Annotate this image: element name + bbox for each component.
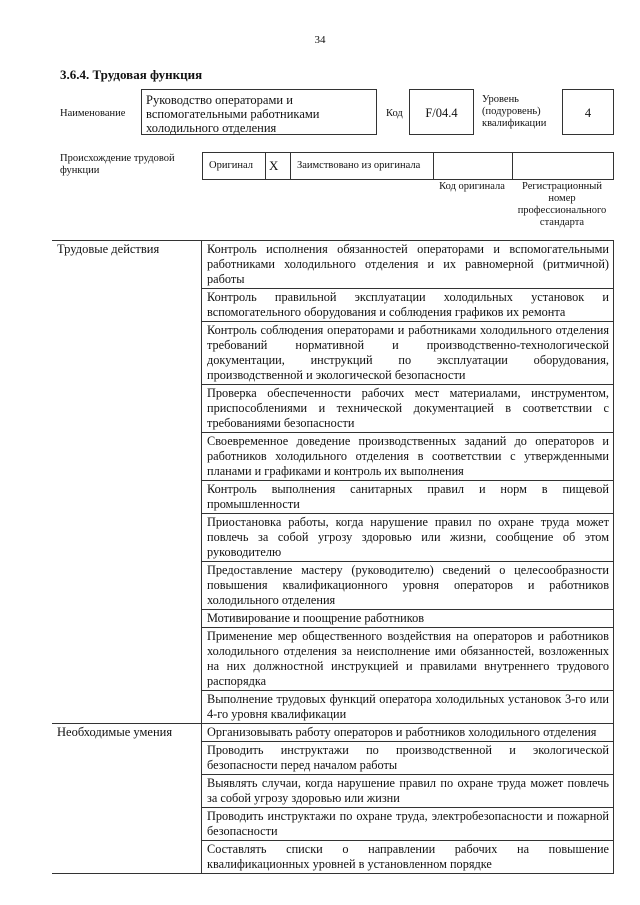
category-cell-empty (52, 775, 202, 808)
table-row (52, 385, 614, 433)
category-cell-empty (52, 289, 202, 322)
labor-action-item: Предоставление мастеру (руководителю) сведений о целесообразности повышения квалификационного уровня операторов и работников холодильного отделения (202, 562, 614, 610)
page-number: 34 (314, 34, 326, 46)
table-row (52, 841, 614, 874)
category-cell-empty (52, 514, 202, 562)
category-cell-empty (52, 841, 202, 874)
code-box (409, 89, 474, 135)
category-cell-empty (52, 742, 202, 775)
table-row (52, 562, 614, 610)
table-row (52, 481, 614, 514)
skill-item: Организовывать работу операторов и работников холодильного отделения (202, 724, 614, 742)
category-cell-empty (52, 610, 202, 628)
category-cell-empty (52, 808, 202, 841)
table-row (52, 433, 614, 481)
function-name: Руководство операторами и вспомогательными работниками холодильного отделения (146, 93, 320, 135)
table-row (52, 289, 614, 322)
level-box (562, 89, 614, 135)
original-mark: X (269, 158, 279, 173)
table-row (52, 241, 614, 289)
category-cell-empty (52, 481, 202, 514)
labor-action-item: Контроль соблюдения операторами и работниками холодильного отделения требований нормативной и производственно-технологической документации, инструкций по эксплуатации оборудования, производственной и экологической безопасности (202, 322, 614, 385)
table-row (52, 724, 614, 742)
skill-item: Проводить инструктажи по охране труда, электробезопасности и пожарной безопасности (202, 808, 614, 841)
table-row (52, 628, 614, 691)
labor-action-item: Своевременное доведение производственных заданий до операторов и работников холодильного отделения в соответствии с утвержденными планами и графиками и контроль их выполнения (202, 433, 614, 481)
table-row (52, 322, 614, 385)
labor-action-item: Контроль исполнения обязанностей операторами и вспомогательными работниками холодильного отделения и их равномерной (ритмичной) работы (202, 241, 614, 289)
skill-item: Выявлять случаи, когда нарушение правил по охране труда может повлечь за собой угрозу здоровью или жизни (202, 775, 614, 808)
code-label: Код (386, 108, 403, 119)
borrowed-label: Заимствовано из оригинала (297, 160, 421, 171)
origin-label: Происхождение трудовой функции (60, 153, 175, 176)
origin-box (202, 152, 614, 180)
code-original-caption: Код оригинала (439, 181, 505, 192)
category-cell-empty (52, 562, 202, 610)
skill-item: Проводить инструктажи по производственной и экологической безопасности перед началом работы (202, 742, 614, 775)
labor-action-item: Применение мер общественного воздействия на операторов и работников холодильного отделения за неисполнение ими обязанностей, возложенных на них должностной инструкцией и правилами внутреннего трудового распорядка (202, 628, 614, 691)
section-title: 3.6.4. Трудовая функция (60, 67, 203, 82)
category-cell-empty (52, 385, 202, 433)
level-label: Уровень (подуровень) квалификации (482, 94, 547, 129)
table-row (52, 514, 614, 562)
category-cell-empty (52, 322, 202, 385)
registration-number-caption: Регистрационный номер профессионального стандарта (517, 181, 607, 228)
labor-action-item: Мотивирование и поощрение работников (202, 610, 614, 628)
table-row (52, 691, 614, 724)
table-row (52, 775, 614, 808)
function-name-box (141, 89, 377, 135)
category-cell-empty (52, 628, 202, 691)
category-cell-empty (52, 433, 202, 481)
labor-action-item: Контроль выполнения санитарных правил и норм в пищевой промышленности (202, 481, 614, 514)
labor-action-item: Контроль правильной эксплуатации холодильных установок и вспомогательного оборудования и соблюдения графиков их ремонта (202, 289, 614, 322)
category-cell-empty (52, 691, 202, 724)
labor-actions-label: Трудовые действия (52, 241, 202, 289)
name-label: Наименование (60, 108, 126, 119)
table-row (52, 610, 614, 628)
skill-item: Составлять списки о направлении рабочих на повышение квалификационных уровней в установленном порядке (202, 841, 614, 874)
labor-action-item: Проверка обеспеченности рабочих мест материалами, инструментом, приспособлениями и технической документацией в соответствии с требованиями безопасности (202, 385, 614, 433)
table-row (52, 808, 614, 841)
original-label: Оригинал (209, 160, 253, 171)
skills-label: Необходимые умения (52, 724, 202, 742)
table-row (52, 742, 614, 775)
function-details-table (52, 240, 614, 874)
labor-action-item: Приостановка работы, когда нарушение правил по охране труда может повлечь за собой угрозу здоровью или жизни, сообщение об этом руководителю (202, 514, 614, 562)
qualification-level: 4 (584, 106, 592, 120)
labor-action-item: Выполнение трудовых функций оператора холодильных установок 3-го или 4-го уровня квалификации (202, 691, 614, 724)
function-code: F/04.4 (425, 106, 458, 120)
